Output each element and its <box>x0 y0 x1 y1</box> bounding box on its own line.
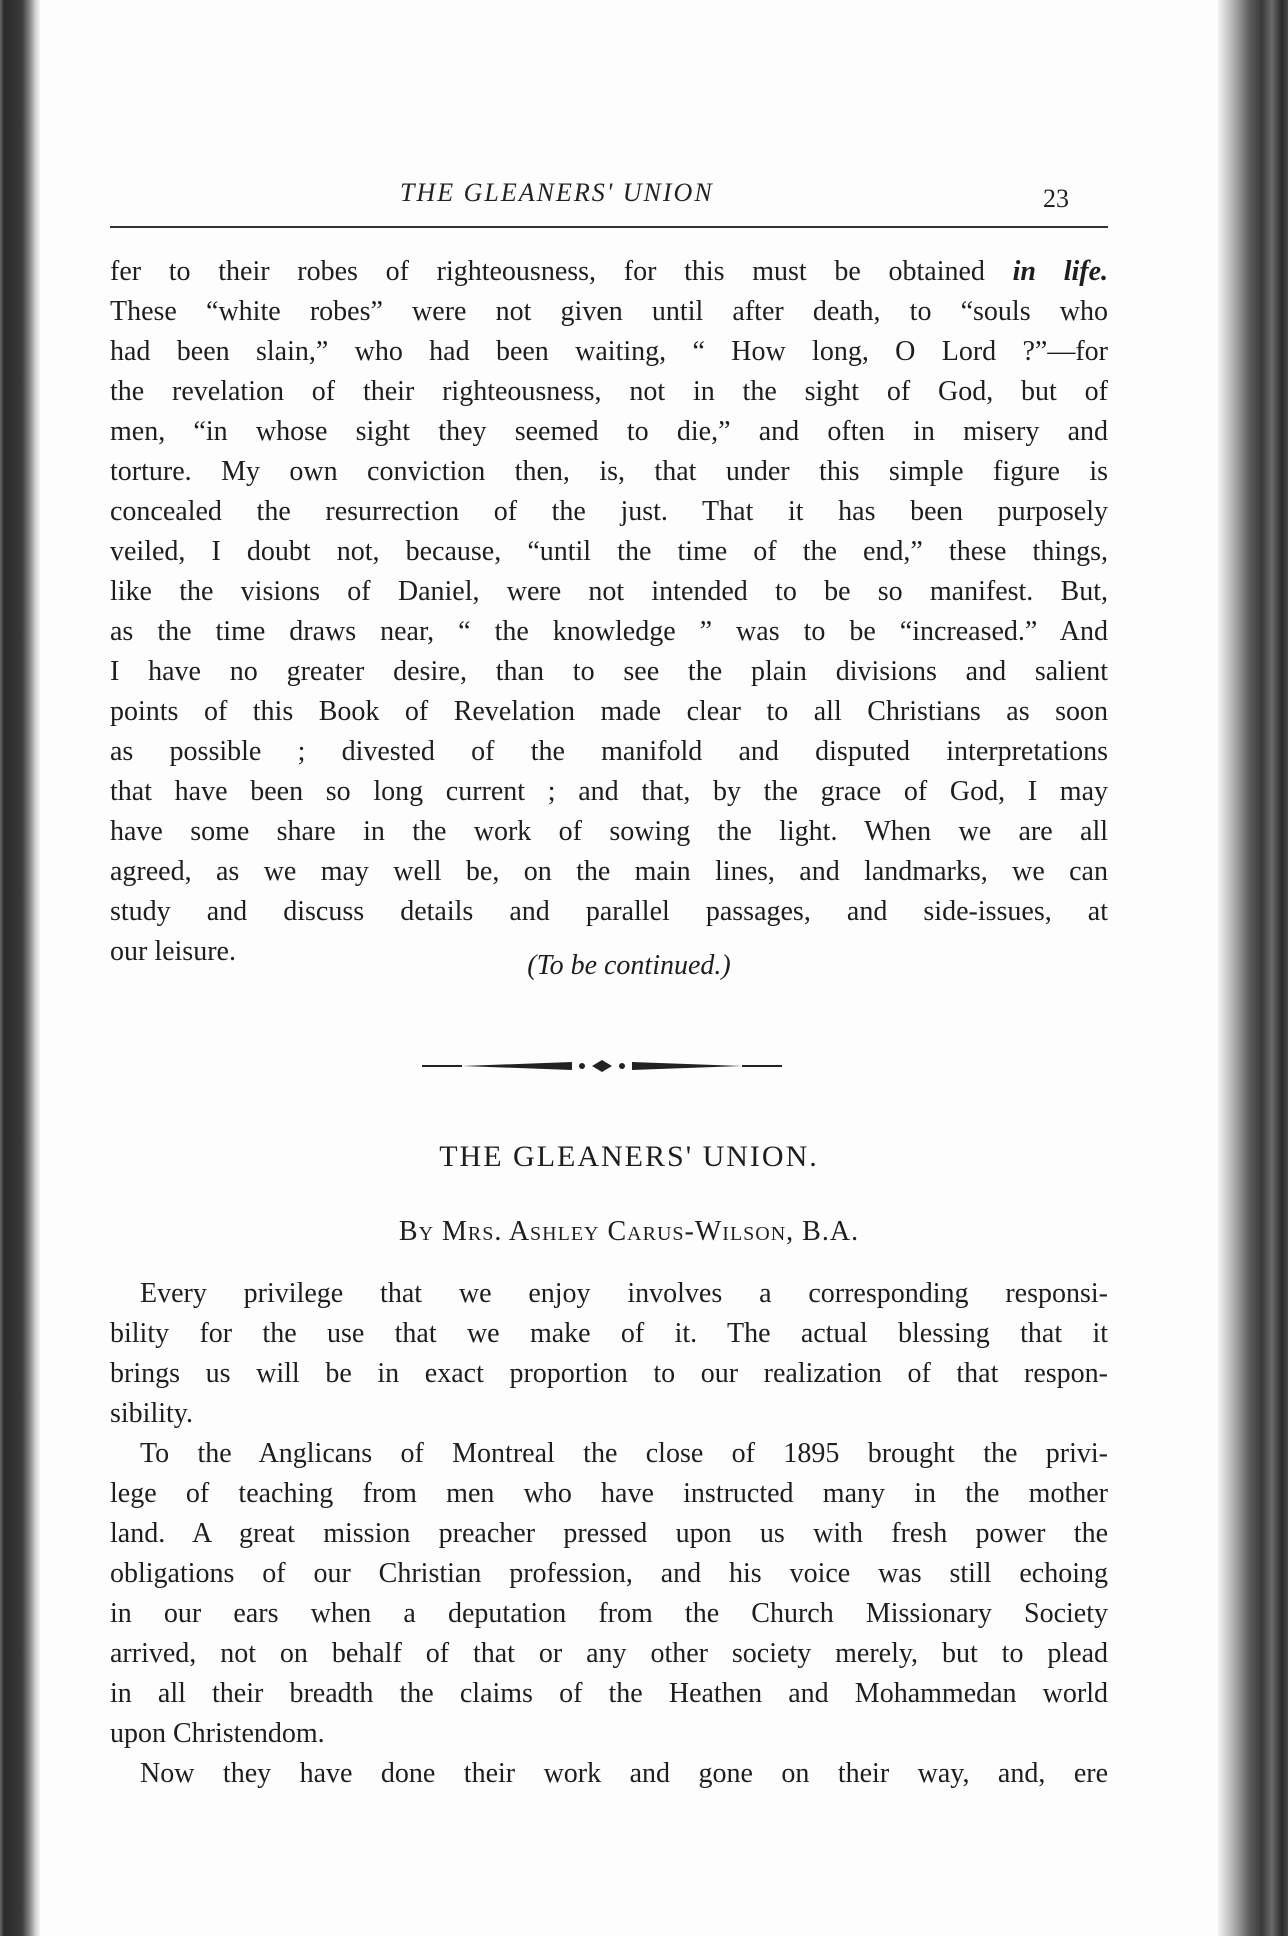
text-line: upon Christendom. <box>110 1718 325 1749</box>
text-line: points of this Book of Revelation made clear to all Christians as soon <box>110 696 1108 727</box>
text-line: To the Anglicans of Montreal the close of 1895 brought the privi- <box>140 1438 1108 1469</box>
paragraph-2 <box>110 1434 1108 1754</box>
paragraph-1 <box>110 1274 1108 1434</box>
page-stack-edges <box>1218 0 1288 1936</box>
text-line: had been slain,” who had been waiting, “ How long, O Lord ?”—for <box>110 336 1108 367</box>
emphasis-text: in life. <box>1012 256 1108 287</box>
text-line: agreed, as we may well be, on the main lines, and landmarks, we can <box>110 856 1108 887</box>
text-line: our leisure. <box>110 936 236 967</box>
text-line: have some share in the work of sowing the light. When we are all <box>110 816 1108 847</box>
text-line: arrived, not on behalf of that or any other society merely, but to plead <box>110 1638 1108 1669</box>
continuation-text <box>110 252 1108 972</box>
running-title: THE GLEANERS' UNION <box>400 178 714 207</box>
text-line: study and discuss details and parallel passages, and side-issues, at <box>110 896 1108 927</box>
paragraph-3 <box>110 1754 1108 1794</box>
section-divider-ornament <box>422 1054 782 1078</box>
book-page <box>40 0 1218 1936</box>
book-spine-shadow <box>0 0 40 1936</box>
running-head <box>40 178 1218 218</box>
line-text: fer to their robes of righteousness, for this must be obtained <box>110 256 985 287</box>
text-line: in our ears when a deputation from the Church Missionary Society <box>110 1598 1108 1629</box>
text-line: as the time draws near, “ the knowledge ” was to be “increased.” And <box>110 616 1108 647</box>
text-line: torture. My own conviction then, is, that under this simple figure is <box>110 456 1108 487</box>
to-be-continued: (To be continued.) <box>527 950 731 981</box>
page-number: 23 <box>1043 184 1069 213</box>
text-line: land. A great mission preacher pressed upon us with fresh power the <box>110 1518 1108 1549</box>
text-line: veiled, I doubt not, because, “until the time of the end,” these things, <box>110 536 1108 567</box>
text-line: obligations of our Christian profession, and his voice was still echoing <box>110 1558 1108 1589</box>
article-byline: By Mrs. Ashley Carus-Wilson, B.A. <box>398 1216 860 1247</box>
header-rule <box>110 226 1108 228</box>
text-line <box>110 252 1108 292</box>
text-line: as possible ; divested of the manifold and disputed interpretations <box>110 736 1108 767</box>
text-line: that have been so long current ; and that, by the grace of God, I may <box>110 776 1108 807</box>
text-line: concealed the resurrection of the just. That it has been purposely <box>110 496 1108 527</box>
text-line: men, “in whose sight they seemed to die,” and often in misery and <box>110 416 1108 447</box>
text-line: I have no greater desire, than to see the plain divisions and salient <box>110 656 1108 687</box>
text-line: bility for the use that we make of it. The actual blessing that it <box>110 1318 1108 1349</box>
text-line: the revelation of their righteousness, not in the sight of God, but of <box>110 376 1108 407</box>
text-line: Now they have done their work and gone on their way, and, ere <box>140 1758 1108 1789</box>
text-line: like the visions of Daniel, were not intended to be so manifest. But, <box>110 576 1108 607</box>
text-line: in all their breadth the claims of the Heathen and Mohammedan world <box>110 1678 1108 1709</box>
text-line: lege of teaching from men who have instructed many in the mother <box>110 1478 1108 1509</box>
article-title: THE GLEANERS' UNION. <box>439 1140 819 1173</box>
text-line: sibility. <box>110 1398 193 1429</box>
text-line: Every privilege that we enjoy involves a corresponding responsi- <box>140 1278 1108 1309</box>
text-line: brings us will be in exact proportion to our realization of that respon- <box>110 1358 1108 1389</box>
text-line: These “white robes” were not given until after death, to “souls who <box>110 296 1108 327</box>
